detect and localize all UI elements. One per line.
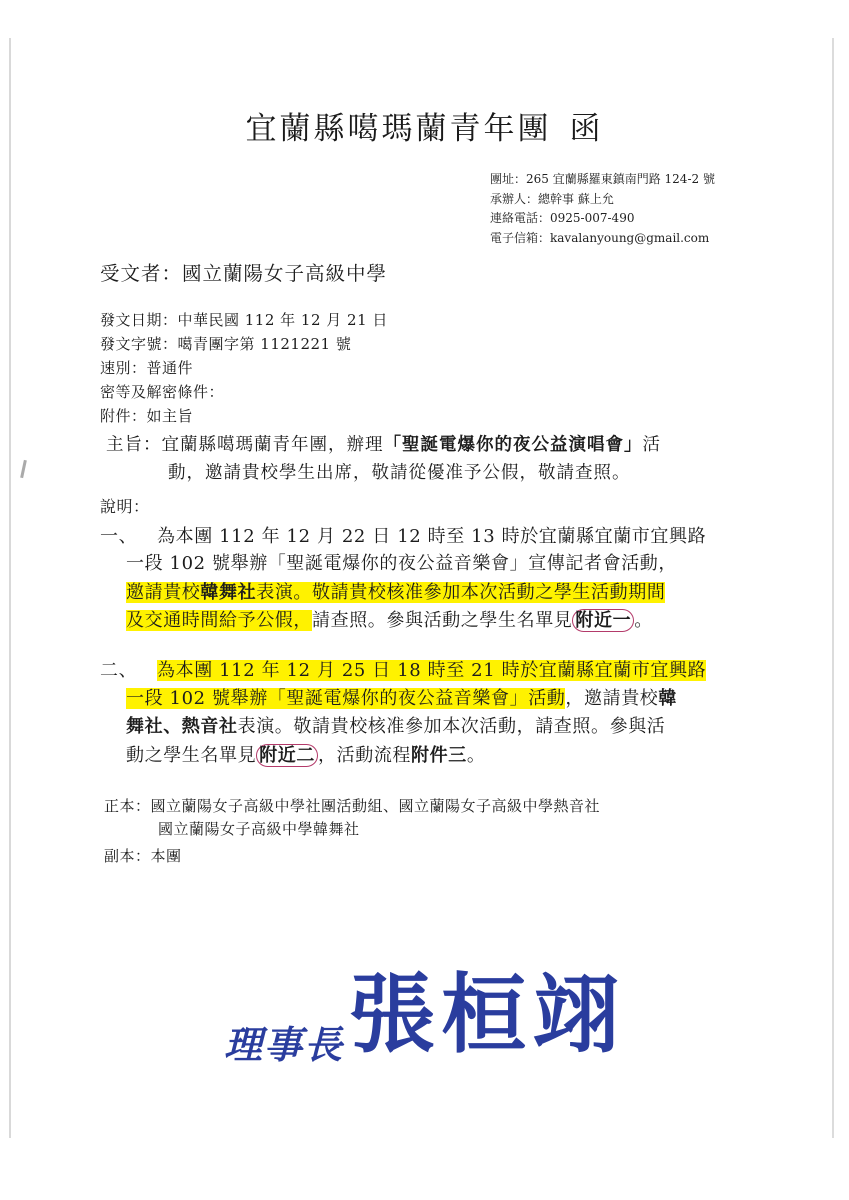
item1-line-4 <box>126 606 653 632</box>
sender-address: 團址：265 宜蘭縣羅東鎮南門路 124-2 號 <box>490 172 715 186</box>
item2-club-a: 韓 <box>658 688 678 709</box>
item2-annex-circled: 附近二 <box>256 744 318 767</box>
sender-email: 電子信箱：kavalanyoung@gmail.com <box>490 230 710 245</box>
speed-class: 速別：普通件 <box>100 359 194 377</box>
item1-text: 請查照。參與活動之學生名單見 <box>312 610 573 631</box>
item1-line-2: 一段 102 號舉辦「聖誕電爆你的夜公益音樂會」宣傳記者會活動， <box>126 553 677 574</box>
item2-line-4 <box>126 741 485 767</box>
item2-annex-three: 附件三 <box>411 745 467 766</box>
item1-end: 。 <box>634 610 653 631</box>
item1-highlight-a: 邀請貴校 <box>126 582 201 603</box>
item2-end: 。 <box>466 745 486 766</box>
document-title <box>0 103 849 148</box>
signature-name: 張桓翊 <box>349 964 626 1065</box>
subject-line-2: 動，邀請貴校學生出席，敬請從優准予公假，敬請查照。 <box>168 463 631 483</box>
item1-highlight-b: 表演。敬請貴校核准參加本次活動之學生活動期間 <box>256 582 666 603</box>
item2-line-3 <box>126 712 665 738</box>
subject-line-1 <box>106 431 661 456</box>
item2-line-2 <box>126 684 677 710</box>
title-doc-type: 函 <box>569 111 604 147</box>
item1-highlight-c: 及交通時間給予公假， <box>126 610 312 631</box>
explanation-heading: 說明： <box>100 497 150 516</box>
subject-suffix: 活 <box>642 435 661 455</box>
title-organization: 宜蘭縣噶瑪蘭青年團 <box>245 111 552 147</box>
distribution-copy: 副本：本團 <box>104 847 182 865</box>
item2-number: 二、 <box>100 660 138 681</box>
attachment: 附件：如主旨 <box>100 407 194 425</box>
item1-number: 一、 <box>100 526 138 547</box>
sender-info <box>490 170 715 248</box>
item2-text-c: 動之學生名單見 <box>126 745 257 766</box>
item2-text-a: ，邀請貴校 <box>565 688 659 709</box>
item2-club-b: 舞社、熱音社 <box>126 716 238 737</box>
sender-handler: 承辦人：總幹事 蘇上允 <box>490 191 614 206</box>
subject-prefix: 主旨：宜蘭縣噶瑪蘭青年團，辦理 <box>106 435 384 455</box>
item2-text-b: 表演。敬請貴校核准參加本次活動，請查照。參與活 <box>237 716 666 737</box>
stray-mark <box>20 460 27 478</box>
signature-stamp <box>0 945 849 1067</box>
item2-line-1 <box>157 656 706 682</box>
item2-highlight-a: 為本團 112 年 12 月 25 日 18 時至 21 時於宜蘭縣宜蘭市宜興路 <box>157 660 707 681</box>
sender-phone: 連絡電話：0925-007-490 <box>490 211 635 225</box>
recipient: 受文者：國立蘭陽女子高級中學 <box>100 262 388 285</box>
doc-number: 發文字號：噶青團字第 1121221 號 <box>100 335 352 353</box>
item1-line-3 <box>126 578 665 604</box>
secrecy: 密等及解密條件： <box>100 383 225 401</box>
issue-date: 發文日期：中華民國 112 年 12 月 21 日 <box>100 311 388 329</box>
distribution-main-2: 國立蘭陽女子高級中學韓舞社 <box>158 820 360 838</box>
item1-line-1: 為本團 112 年 12 月 22 日 12 時至 13 時於宜蘭縣宜蘭市宜興路 <box>157 526 707 547</box>
item1-club: 韓舞社 <box>200 582 257 603</box>
signature-title: 理事長 <box>223 1022 344 1067</box>
item1-annex-circled: 附近一 <box>572 609 634 632</box>
subject-event: 「聖誕電爆你的夜公益演唱會」 <box>383 435 643 455</box>
item2-text-d: ，活動流程 <box>318 745 412 766</box>
item2-highlight-b: 一段 102 號舉辦「聖誕電爆你的夜公益音樂會」活動 <box>126 688 566 709</box>
distribution-main: 正本：國立蘭陽女子高級中學社團活動組、國立蘭陽女子高級中學熱音社 <box>104 797 601 815</box>
